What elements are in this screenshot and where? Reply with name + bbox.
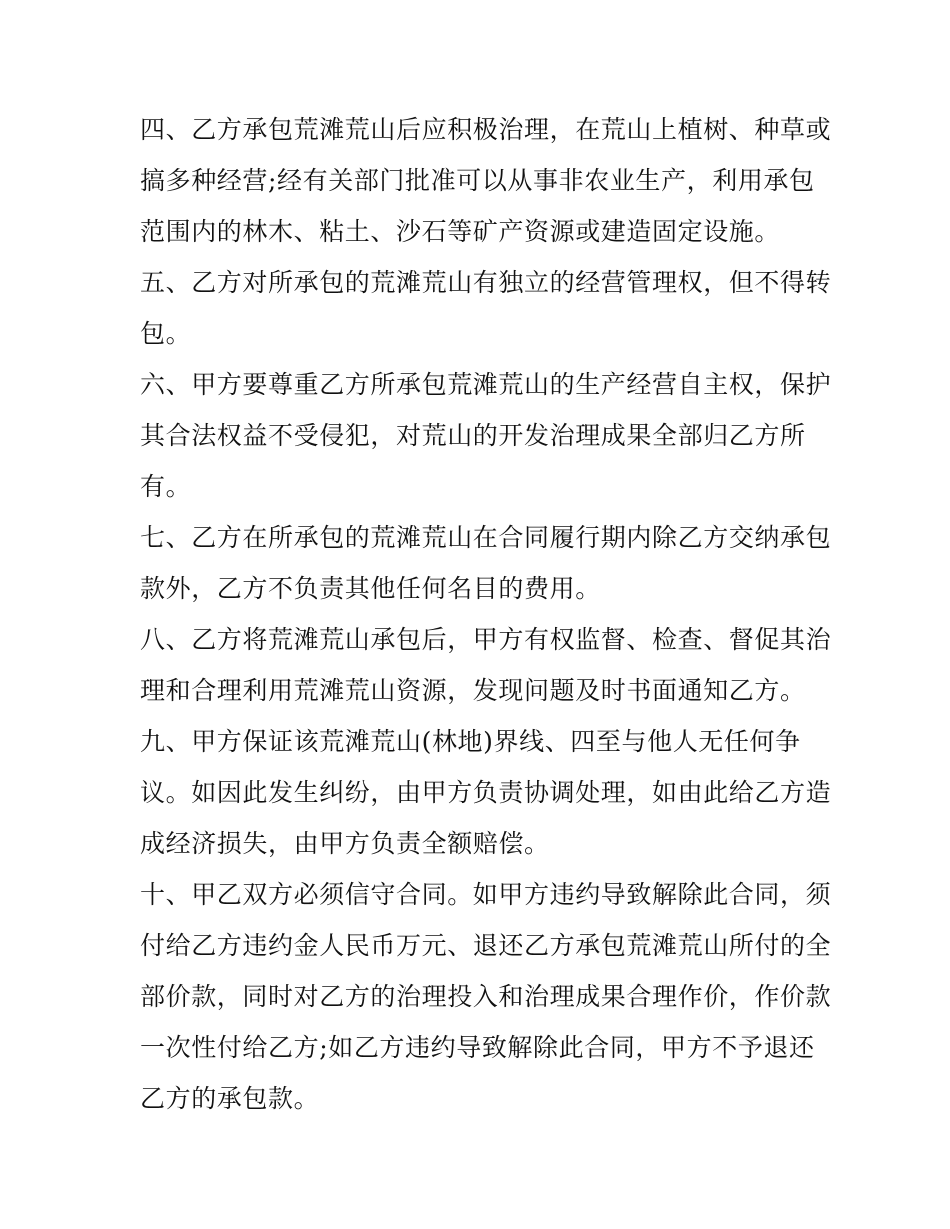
text-line: 四、乙方承包荒滩荒山后应积极治理，在荒山上植树、种草或: [140, 115, 832, 144]
text-line: 部价款，同时对乙方的治理投入和治理成果合理作价，作价款: [140, 982, 832, 1011]
text-line: 成经济损失，由甲方负责全额赔偿。: [140, 829, 550, 858]
text-line: 十、甲乙双方必须信守合同。如甲方违约导致解除此合同，须: [140, 880, 832, 909]
text-line: 理和合理利用荒滩荒山资源，发现问题及时书面通知乙方。: [140, 676, 806, 705]
text-line: 搞多种经营;经有关部门批准可以从事非农业生产，利用承包: [140, 166, 815, 195]
text-line: 六、甲方要尊重乙方所承包荒滩荒山的生产经营自主权，保护: [140, 370, 832, 399]
text-line: 付给乙方违约金人民币万元、退还乙方承包荒滩荒山所付的全: [140, 931, 832, 960]
text-line: 九、甲方保证该荒滩荒山(林地)界线、四至与他人无任何争: [140, 727, 801, 756]
text-line: 乙方的承包款。: [140, 1084, 320, 1113]
text-line: 包。: [140, 319, 192, 348]
text-line: 五、乙方对所承包的荒滩荒山有独立的经营管理权，但不得转: [140, 268, 832, 297]
text-line: 范围内的林木、粘土、沙石等矿产资源或建造固定设施。: [140, 217, 781, 246]
document-body: [140, 104, 832, 1124]
text-line: 款外，乙方不负责其他任何名目的费用。: [140, 574, 601, 603]
text-line: 一次性付给乙方;如乙方违约导致解除此合同，甲方不予退还: [140, 1033, 815, 1062]
text-line: 八、乙方将荒滩荒山承包后，甲方有权监督、检查、督促其治: [140, 625, 832, 654]
text-line: 七、乙方在所承包的荒滩荒山在合同履行期内除乙方交纳承包: [140, 523, 832, 552]
text-line: 有。: [140, 472, 192, 501]
text-line: 其合法权益不受侵犯，对荒山的开发治理成果全部归乙方所: [140, 421, 806, 450]
text-line: 议。如因此发生纠纷，由甲方负责协调处理，如由此给乙方造: [140, 778, 832, 807]
